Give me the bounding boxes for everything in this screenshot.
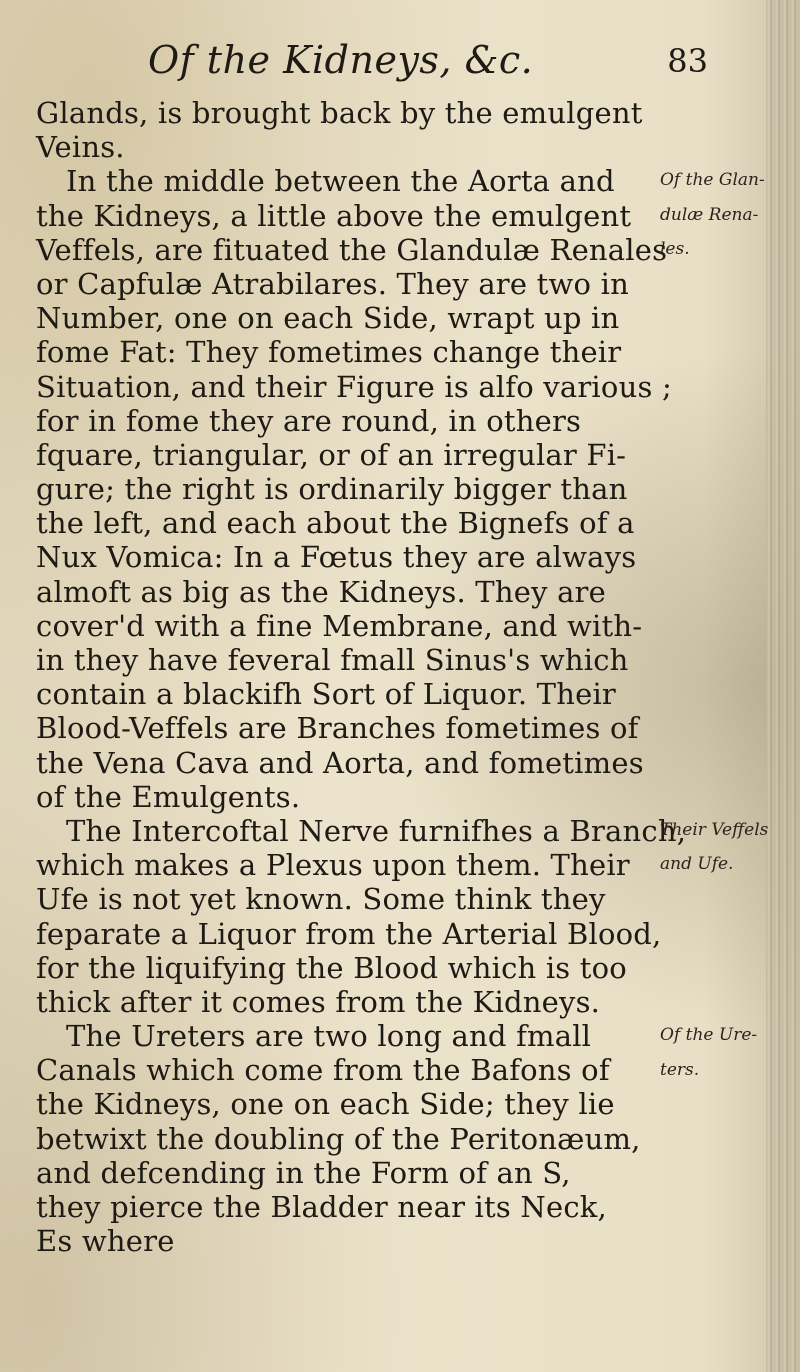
- margin-note-vessels: Their Veffels: [660, 820, 769, 841]
- text-line: The Intercoftal Nerve furnifhes a Branch,: [66, 813, 687, 848]
- text-line: or Capfulæ Atrabilares. They are two in: [36, 266, 629, 301]
- text-line: the left, and each about the Bignefs of a: [36, 506, 635, 541]
- text-line: Blood-Veffels are Branches fometimes of: [36, 711, 639, 746]
- text-line: they pierce the Bladder near its Neck,: [36, 1190, 607, 1224]
- text-line: Ufe is not yet known. Some think they: [36, 882, 606, 917]
- text-line: Veins.: [36, 130, 125, 165]
- page-header: [148, 38, 708, 90]
- text-line: the Kidneys, one on each Side; they lie: [36, 1087, 615, 1122]
- text-line: Glands, is brought back by the emulgent: [36, 96, 643, 130]
- text-line: gure; the right is ordinarily bigger than: [36, 472, 628, 507]
- text-line: In the middle between the Aorta and: [66, 164, 615, 199]
- text-line: which makes a Plexus upon them. Their: [36, 848, 630, 883]
- text-line: contain a blackifh Sort of Liquor. Their: [36, 677, 616, 712]
- text-line: Canals which come from the Bafons of: [36, 1053, 610, 1088]
- text-line: Nux Vomica: In a Fœtus they are always: [36, 540, 637, 575]
- text-line: cover'd with a fine Membrane, and with-: [36, 608, 643, 643]
- body-text: [36, 96, 687, 1259]
- text-line: and defcending in the Form of an S,: [36, 1155, 571, 1190]
- margin-note-glandulae: Of the Glan-: [660, 170, 765, 191]
- text-line: fquare, triangular, or of an irregular Fi-: [36, 437, 627, 472]
- text-line: almoft as big as the Kidneys. They are: [36, 574, 606, 609]
- margin-note-glandulae3: les.: [660, 238, 690, 259]
- page-gutter: [766, 0, 800, 1372]
- margin-note-glandulae2: dulæ Rena-: [660, 204, 759, 225]
- page-number: 83: [667, 42, 708, 80]
- text-line: of the Emulgents.: [36, 779, 301, 814]
- text-line: Es where: [36, 1224, 175, 1259]
- text-line: The Ureters are two long and fmall: [66, 1019, 592, 1054]
- margin-note-vessels2: and Ufe.: [660, 854, 734, 875]
- text-line: Veffels, are fituated the Glandulæ Renales: [36, 232, 668, 267]
- text-line: Situation, and their Figure is alfo various ;: [36, 369, 672, 404]
- text-line: thick after it comes from the Kidneys.: [36, 984, 601, 1019]
- margin-note-ureters: Of the Ure-: [660, 1025, 758, 1046]
- text-line: for the liquifying the Blood which is too: [36, 950, 627, 985]
- text-line: betwixt the doubling of the Peritonæum,: [36, 1121, 641, 1156]
- text-line: Number, one on each Side, wrapt up in: [36, 301, 620, 336]
- margin-note-ureters2: ters.: [660, 1059, 700, 1080]
- text-line: fome Fat: They fometimes change their: [36, 335, 622, 370]
- text-line: for in fome they are round, in others: [36, 403, 582, 438]
- running-title: Of the Kidneys, &c.: [148, 38, 534, 82]
- text-line: feparate a Liquor from the Arterial Blood,: [36, 916, 662, 951]
- text-line: the Vena Cava and Aorta, and fometimes: [36, 745, 644, 780]
- text-line: the Kidneys, a little above the emulgent: [36, 198, 632, 233]
- text-line: in they have feveral fmall Sinus's which: [36, 643, 629, 677]
